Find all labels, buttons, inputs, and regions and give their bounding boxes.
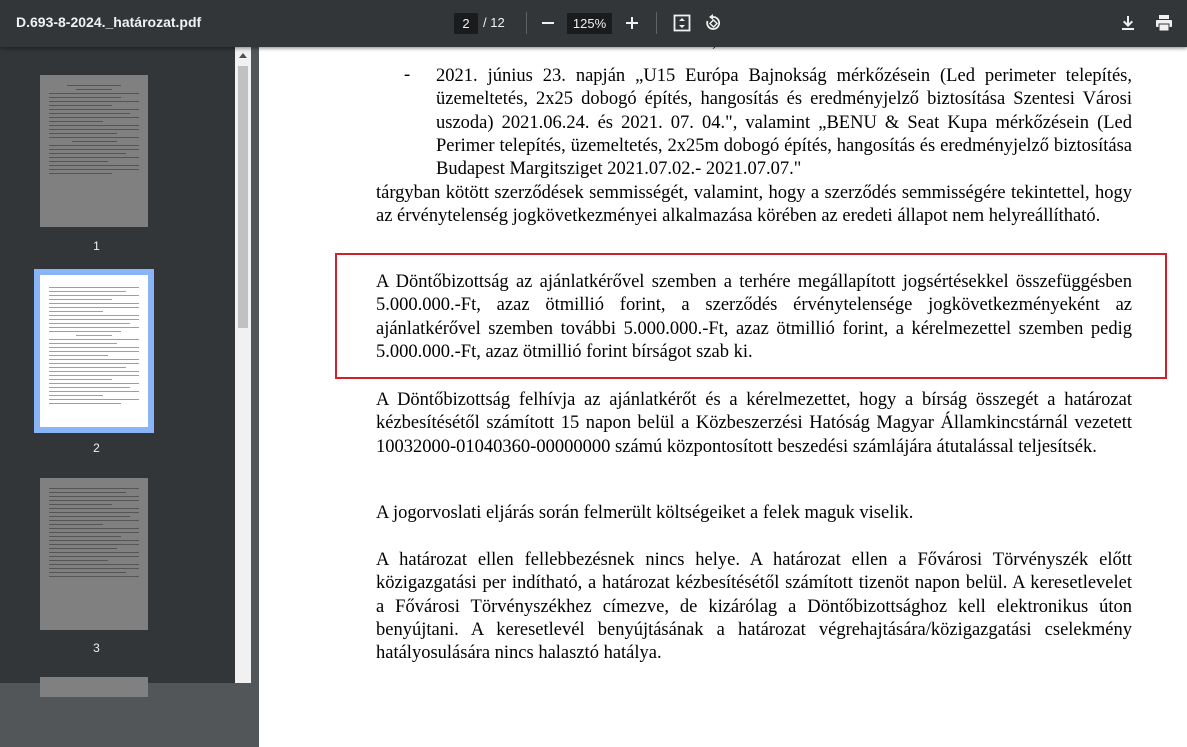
toolbar-divider <box>656 12 657 34</box>
page-thumbnail-selected[interactable] <box>34 269 154 433</box>
thumbnail-sidebar <box>0 47 235 683</box>
highlight-box <box>335 253 1167 379</box>
bullet-paragraph: 2021. június 23. napján „U15 Európa Bajnokság mérkőzésein (Led perimeter telepítés, üzemeltetés, 2x25 dobogó építés, hangosítás és eredményjelző biztosítása Szentesi Városi uszoda) 2021.06.24. és 2021. 07. 04.", valamint „BENU & Seat Kupa mérkőzésein (Led Perimer telepítés, üzemeltetés, 2x25m dobogó építés, hangosítás és eredményjelző biztosítása Budapest Margitsziget 2021.07.02.- 2021.07.07." <box>436 66 1132 180</box>
rotate-button[interactable] <box>701 11 725 35</box>
page-number-input[interactable]: 2 <box>454 13 478 34</box>
download-button[interactable] <box>1116 11 1140 35</box>
print-button[interactable] <box>1152 11 1176 35</box>
fit-page-button[interactable] <box>670 11 694 35</box>
page-thumbnail-label: 3 <box>93 641 100 655</box>
paragraph-birsag: A Döntőbizottság az ajánlatkérővel szemben a terhére megállapított jogsértésekkel összefüggésben 5.000.000.-Ft, azaz ötmillió forint, a szerződés érvénytelensége jogkövetkezményeként az ajánlatkérővel szemben további 5.000.000.-Ft, azaz ötmillió forint, a kérelmezettel szemben pedig 5.000.000.-Ft, azaz ötmillió forint bírságot szab ki. <box>376 272 1132 362</box>
minus-icon <box>540 15 556 31</box>
page-thumbnail[interactable] <box>40 75 148 227</box>
page-thumbnail-label: 1 <box>93 239 100 253</box>
page-thumbnail-label: 2 <box>93 441 100 455</box>
file-title: D.693-8-2024._határozat.pdf <box>16 14 202 30</box>
download-icon <box>1120 15 1136 31</box>
zoom-out-button[interactable] <box>536 11 560 35</box>
fit-page-icon <box>673 14 691 32</box>
page-total: / 12 <box>483 15 505 30</box>
paragraph-jogorvoslat: A határozat ellen fellebbezésnek nincs helye. A határozat ellen a Fővárosi Törvényszék előtt közigazgatási per indítható, a határozat kézbesítésétől számított tizenöt napon belül. A keresetlevelet a Fővárosi Törvényszékhez címezve, de kizárólag a Döntőbizottsághoz kell elektronikus úton benyújtani. A keresetlevél benyújtásának a határozat végrehajtására/közigazgatási cselekmény hatályosulására nincs halasztó hatálya. <box>376 550 1132 664</box>
paragraph-semmisseg: tárgyban kötött szerződések semmisségét, valamint, hogy a szerződés semmisségére tekintettel, hogy az érvénytelenség jogkövetkezményei alkalmazása körében az eredeti állapot nem helyreállítható. <box>376 183 1132 227</box>
scrollbar-thumb[interactable] <box>238 66 248 328</box>
plus-icon <box>624 15 640 31</box>
paragraph-felhivas: A Döntőbizottság felhívja az ajánlatkérőt és a kérelmezettet, hogy a bírság összegét a határozat kézbesítésétől számított 15 napon belül a Közbeszerzési Hatóság Magyar Államkincstárnál vezetett 10032000-01040360-00000000 számú központosított beszedési számlájára átutalással teljesítsék. <box>376 390 1132 457</box>
sidebar-scrollbar[interactable] <box>235 47 251 683</box>
bullet-dash: - <box>404 65 411 85</box>
rotate-icon <box>704 14 722 32</box>
pdf-toolbar <box>0 0 1187 47</box>
paragraph-koltsegek: A jogorvoslati eljárás során felmerült költségeiket a felek maguk viselik. <box>376 503 914 523</box>
zoom-input[interactable]: 125% <box>567 13 612 34</box>
page-thumbnail[interactable] <box>40 478 148 630</box>
scroll-up-arrow-icon[interactable] <box>239 53 247 58</box>
page-thumbnail[interactable] <box>40 677 148 697</box>
toolbar-divider <box>526 12 527 34</box>
zoom-in-button[interactable] <box>620 11 644 35</box>
print-icon <box>1155 14 1173 32</box>
